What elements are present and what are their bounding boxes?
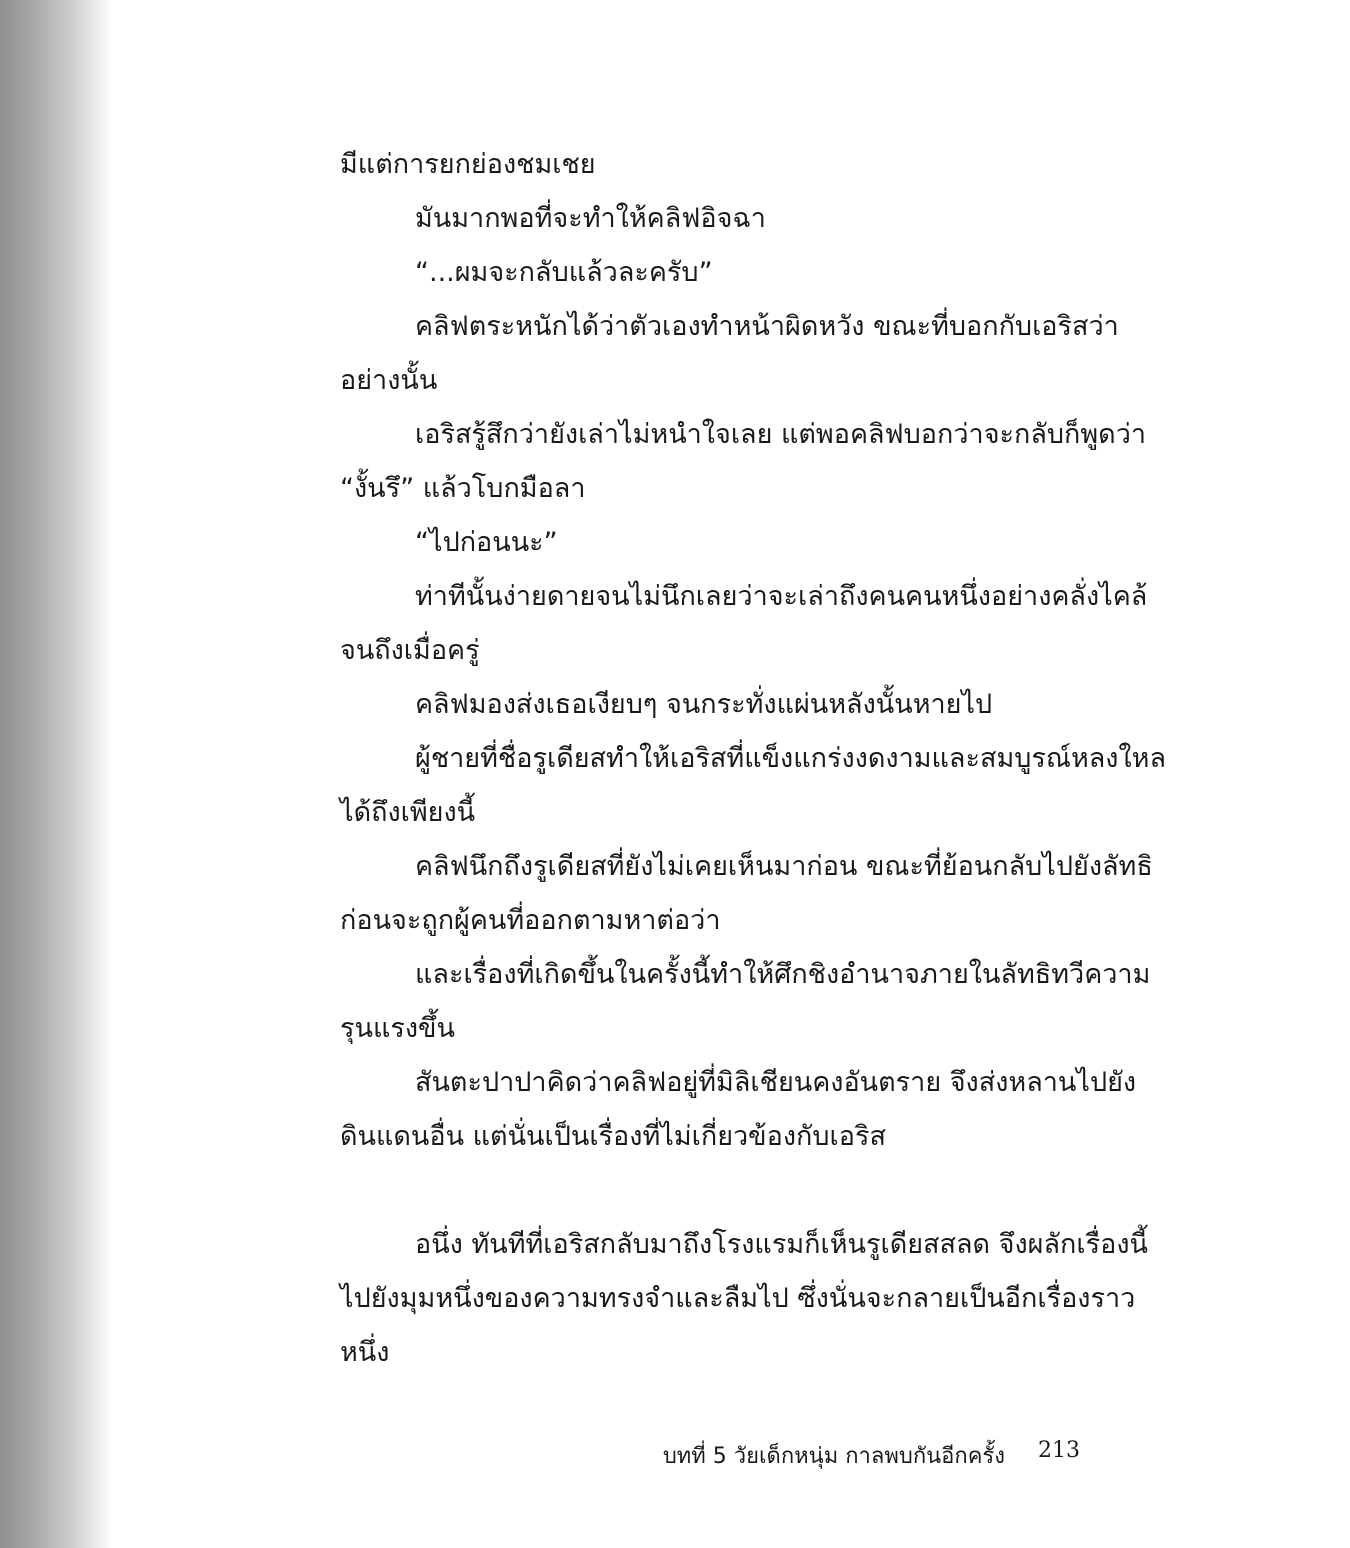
text-line: คลิฟนึกถึงรูเดียสที่ยังไม่เคยเห็นมาก่อน ขณะที่ย้อนกลับไปยังลัทธิ bbox=[415, 851, 1153, 882]
running-footer-chapter: บทที่ 5 วัยเด็กหนุ่ม กาลพบกันอีกครั้ง bbox=[662, 1444, 1005, 1469]
text-line: ท่าทีนั้นง่ายดายจนไม่นึกเลยว่าจะเล่าถึงคนคนหนึ่งอย่างคลั่งไคล้ bbox=[415, 581, 1148, 612]
text-line: รุนแรงขึ้น bbox=[340, 1013, 455, 1044]
text-line: มันมากพอที่จะทำให้คลิฟอิจฉา bbox=[415, 203, 766, 234]
text-line: ดินแดนอื่น แต่นั่นเป็นเรื่องที่ไม่เกี่ยวข้องกับเอริส bbox=[340, 1121, 886, 1152]
text-line: อนึ่ง ทันทีที่เอริสกลับมาถึงโรงแรมก็เห็นรูเดียสสลด จึงผลักเรื่องนี้ bbox=[415, 1229, 1148, 1260]
text-line: ได้ถึงเพียงนี้ bbox=[340, 797, 476, 828]
text-line: ไปยังมุมหนึ่งของความทรงจำและลืมไป ซึ่งนั่นจะกลายเป็นอีกเรื่องราว bbox=[340, 1283, 1136, 1314]
text-line: “งั้นรึ” แล้วโบกมือลา bbox=[340, 473, 586, 504]
section-break bbox=[340, 1164, 1080, 1218]
text-line: สันตะปาปาคิดว่าคลิฟอยู่ที่มิลิเชียนคงอันตราย จึงส่งหลานไปยัง bbox=[415, 1067, 1137, 1098]
page-number: 213 bbox=[1038, 1438, 1080, 1463]
text-line: เอริสรู้สึกว่ายังเล่าไม่หนำใจเลย แต่พอคลิฟบอกว่าจะกลับก็พูดว่า bbox=[415, 419, 1147, 450]
text-line: “...ผมจะกลับแล้วละครับ” bbox=[415, 257, 713, 288]
text-line: คลิฟตระหนักได้ว่าตัวเองทำหน้าผิดหวัง ขณะที่บอกกับเอริสว่า bbox=[415, 311, 1119, 342]
spine-shadow bbox=[0, 0, 112, 1548]
text-line: หนึ่ง bbox=[340, 1337, 390, 1368]
text-line: “ไปก่อนนะ” bbox=[415, 527, 558, 558]
text-line: และเรื่องที่เกิดขึ้นในครั้งนี้ทำให้ศึกชิงอำนาจภายในลัทธิทวีความ bbox=[415, 959, 1151, 990]
text-line: อย่างนั้น bbox=[340, 365, 438, 396]
body-text bbox=[340, 138, 1167, 1380]
text-line: คลิฟมองส่งเธอเงียบๆ จนกระทั่งแผ่นหลังนั้นหายไป bbox=[415, 689, 993, 720]
text-line: ผู้ชายที่ชื่อรูเดียสทำให้เอริสที่แข็งแกร่งงดงามและสมบูรณ์หลงใหล bbox=[415, 743, 1167, 774]
text-line: มีแต่การยกย่องชมเชย bbox=[340, 149, 596, 180]
text-line: ก่อนจะถูกผู้คนที่ออกตามหาต่อว่า bbox=[340, 905, 721, 936]
text-line: จนถึงเมื่อครู่ bbox=[340, 635, 480, 666]
